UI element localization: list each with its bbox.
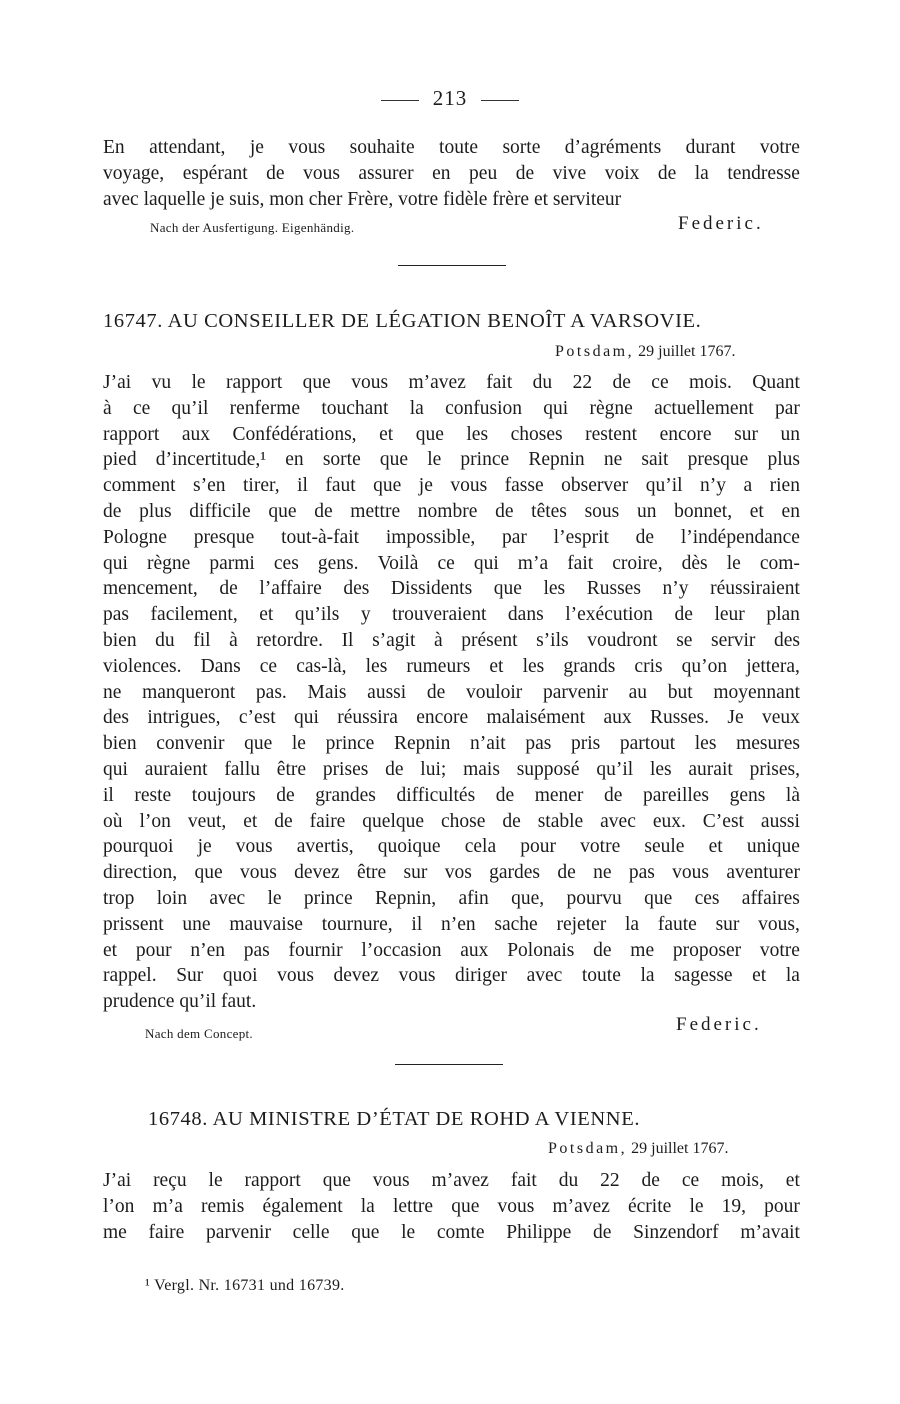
text-line: En attendant, je vous souhaite toute sorte d’agréments durant votre	[103, 137, 800, 158]
text-line: il reste toujours de grandes difficultés de mener de pareilles gens là	[103, 784, 800, 806]
text-line: rappel. Sur quoi vous devez vous diriger avec toute la sagesse et la	[103, 965, 800, 987]
letter-16747-place: Potsdam,	[555, 343, 635, 360]
letter-16747-date: 29 juillet 1767.	[638, 343, 736, 360]
text-line: direction, que vous devez être sur vos gardes de ne pas vous aventurer	[103, 862, 800, 884]
text-line: prissent une mauvaise tournure, il n’en sache rejeter la faute sur vous,	[103, 913, 800, 935]
letter-16747-source: Nach dem Concept.	[145, 1026, 253, 1041]
text-line: qui règne parmi ces gens. Voilà ce qui m’a fait croire, dès le com-	[103, 552, 800, 574]
text-line: rapport aux Confédérations, et que les choses restent encore sur un	[103, 423, 800, 445]
page-number-dash-left	[381, 100, 419, 101]
page-number-text: 213	[432, 86, 468, 110]
text-line: bien convenir que le prince Repnin n’ait pas pris partout les mesures	[103, 733, 800, 755]
section-divider	[395, 1064, 503, 1065]
letter-16747-heading: 16747. AU CONSEILLER DE LÉGATION BENOÎT A VARSOVIE.	[103, 310, 702, 332]
letter-16748-heading: 16748. AU MINISTRE D’ÉTAT DE ROHD A VIENNE.	[148, 1108, 641, 1130]
text-line: avec laquelle je suis, mon cher Frère, votre fidèle frère et serviteur	[103, 188, 622, 210]
prev-letter-body	[103, 135, 800, 212]
letter-16747-signature: Federic.	[676, 1014, 762, 1035]
text-line: pourquoi je vous avertis, quoique cela pour votre seule et unique	[103, 836, 800, 858]
text-line: et pour n’en pas fournir l’occasion aux Polonais de me proposer votre	[103, 939, 800, 961]
text-line: à ce qu’il renferme touchant la confusion qui règne actuellement par	[103, 397, 800, 419]
text-line: trop loin avec le prince Repnin, afin que, pourvu que ces affaires	[103, 887, 800, 909]
text-line: pied d’incertitude,¹ en sorte que le prince Repnin ne sait presque plus	[103, 449, 800, 471]
letter-16748-dateline	[548, 1140, 728, 1158]
text-line: J’ai vu le rapport que vous m’avez fait du 22 de ce mois. Quant	[103, 372, 800, 393]
text-line: prudence qu’il faut.	[103, 991, 257, 1013]
text-line: mencement, de l’affaire des Dissidents que les Russes n’y réussiraient	[103, 578, 800, 600]
text-line: voyage, espérant de vous assurer en peu de vive voix de la tendresse	[103, 162, 800, 184]
text-line: Pologne presque tout-à-fait impossible, par l’esprit de l’indépendance	[103, 526, 800, 548]
letter-16748-place: Potsdam,	[548, 1140, 628, 1157]
letter-16747-dateline	[555, 343, 735, 361]
section-divider	[398, 265, 506, 266]
text-line: violences. Dans ce cas-là, les rumeurs et les grands cris qu’on jettera,	[103, 655, 800, 677]
text-line: où l’on veut, et de faire quelque chose de stable avec eux. C’est aussi	[103, 810, 800, 832]
text-line: qui auraient fallu être prises de lui; mais supposé qu’il les aurait prises,	[103, 758, 800, 780]
page-number	[0, 86, 900, 111]
prev-letter-signature: Federic.	[678, 213, 764, 234]
text-line: pas facilement, et qu’ils y trouveraient dans l’exécution de leur plan	[103, 604, 800, 626]
text-line: J’ai reçu le rapport que vous m’avez fait du 22 de ce mois, et	[103, 1170, 800, 1191]
letter-16747-body	[103, 370, 800, 1015]
text-line: me faire parvenir celle que le comte Philippe de Sinzendorf m’avait	[103, 1221, 800, 1243]
text-line: de plus difficile que de mettre nombre de têtes sous un bonnet, et en	[103, 500, 800, 522]
footnote: ¹ Vergl. Nr. 16731 und 16739.	[145, 1277, 345, 1294]
text-line: l’on m’a remis également la lettre que vous m’avez écrite le 19, pour	[103, 1195, 800, 1217]
text-line: des intrigues, c’est qui réussira encore malaisément aux Russes. Je veux	[103, 707, 800, 729]
letter-16748-body	[103, 1168, 800, 1245]
text-line: bien du fil à retordre. Il s’agit à présent s’ils voudront se servir des	[103, 629, 800, 651]
letter-16748-date: 29 juillet 1767.	[631, 1140, 729, 1157]
text-line: comment s’en tirer, il faut que je vous fasse observer qu’il n’y a rien	[103, 475, 800, 497]
prev-letter-source: Nach der Ausfertigung. Eigenhändig.	[150, 220, 355, 235]
text-line: ne manqueront pas. Mais aussi de vouloir parvenir au but moyennant	[103, 681, 800, 703]
page-number-dash-right	[481, 100, 519, 101]
